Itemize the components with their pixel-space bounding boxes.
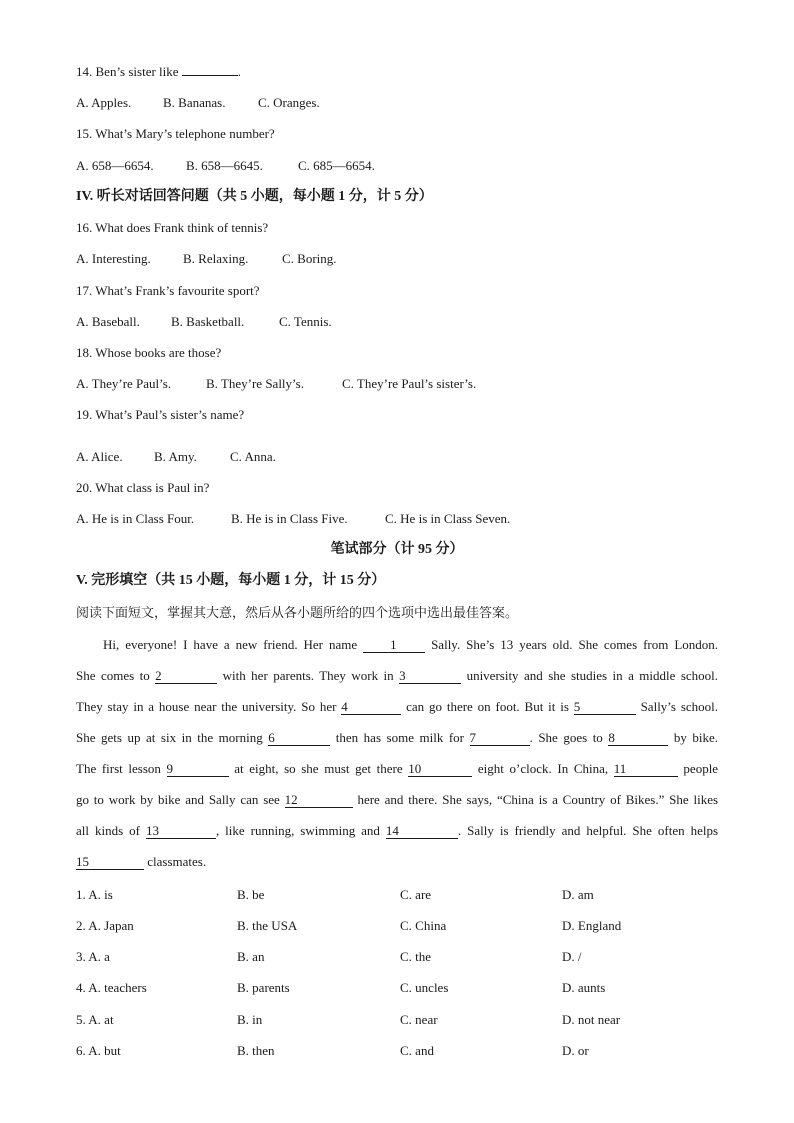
passage-line-2: She comes to 2 with her parents. They work in 3 university and she studies in a middle school.	[76, 668, 719, 683]
passage-line-6: go to work by bike and Sally can see 12 here and there. She says, “China is a Country of Bikes.” She likes	[76, 792, 719, 807]
choice-b: B. be	[237, 887, 265, 902]
answer-blank	[182, 75, 238, 76]
question-19-stem: 19. What’s Paul’s sister’s name?	[76, 407, 245, 422]
cloze-blank-12: 12	[285, 793, 353, 808]
option-a: A. They’re Paul’s.	[76, 376, 172, 391]
question-18-options	[76, 375, 476, 393]
cloze-blank-1: 1	[363, 638, 425, 653]
option-c: C. Oranges.	[258, 95, 320, 110]
option-a: A. 658—6654.	[76, 158, 154, 173]
option-b: B. He is in Class Five.	[231, 511, 348, 526]
choice-b: B. the USA	[237, 918, 298, 933]
cloze-blank-11: 11	[614, 762, 678, 777]
choice-d: D. aunts	[562, 980, 606, 995]
choice-d: D. /	[562, 949, 582, 964]
cloze-blank-9: 9	[167, 762, 229, 777]
option-a: A. Apples.	[76, 95, 132, 110]
question-15-stem: 15. What’s Mary’s telephone number?	[76, 126, 275, 141]
question-17-options	[76, 313, 332, 331]
cloze-blank-4: 4	[341, 700, 401, 715]
section-5-heading: V. 完形填空（共 15 小题，每小题 1 分，计 15 分）	[76, 573, 386, 588]
question-14-stem: 14. Ben’s sister like .	[76, 64, 242, 79]
choice-row-5	[76, 1011, 718, 1029]
option-c: C. They’re Paul’s sister’s.	[342, 376, 477, 391]
option-b: B. Amy.	[154, 449, 197, 464]
choice-c: C. are	[400, 887, 432, 902]
passage-line-4: She gets up at six in the morning 6 then has some milk for 7 . She goes to 8 by bike.	[76, 730, 719, 745]
choice-d: D. or	[562, 1043, 589, 1058]
written-part-title: 笔试部分（计 95 分）	[330, 542, 464, 557]
question-16-stem: 16. What does Frank think of tennis?	[76, 220, 269, 235]
option-a: A. Alice.	[76, 449, 123, 464]
option-b: B. Bananas.	[163, 95, 226, 110]
choice-c: C. uncles	[400, 980, 449, 995]
option-c: C. Boring.	[282, 251, 337, 266]
question-17-stem: 17. What’s Frank’s favourite sport?	[76, 283, 260, 298]
question-18-stem: 18. Whose books are those?	[76, 345, 222, 360]
question-14-options	[76, 94, 320, 112]
option-c: C. Tennis.	[279, 314, 332, 329]
cloze-blank-7: 7	[470, 731, 530, 746]
passage-line-1: Hi, everyone! I have a new friend. Her name 1 Sally. She’s 13 years old. She comes from London.	[103, 637, 719, 652]
choice-d: D. England	[562, 918, 622, 933]
option-c: C. 685—6654.	[298, 158, 375, 173]
section-5-instruction: 阅读下面短文，掌握其大意，然后从各小题所给的四个选项中选出最佳答案。	[76, 605, 519, 620]
cloze-blank-6: 6	[268, 731, 330, 746]
option-b: B. Relaxing.	[183, 251, 249, 266]
question-16-options	[76, 250, 337, 268]
choice-a: 5. A. at	[76, 1012, 114, 1027]
cloze-blank-15: 15	[76, 855, 144, 870]
choice-a: 2. A. Japan	[76, 918, 134, 933]
cloze-blank-3: 3	[399, 669, 461, 684]
choice-row-6	[76, 1042, 718, 1060]
choice-c: C. near	[400, 1012, 438, 1027]
choice-d: D. am	[562, 887, 594, 902]
option-b: B. Basketball.	[171, 314, 245, 329]
passage-line-3: They stay in a house near the university. So her 4 can go there on foot. But it is 5 Sally’s school.	[76, 699, 719, 714]
option-b: B. 658—6645.	[186, 158, 263, 173]
choice-c: C. the	[400, 949, 432, 964]
choice-b: B. then	[237, 1043, 275, 1058]
choice-a: 3. A. a	[76, 949, 110, 964]
choice-row-2	[76, 917, 718, 935]
cloze-blank-2: 2	[155, 669, 217, 684]
choice-c: C. China	[400, 918, 447, 933]
choice-b: B. in	[237, 1012, 263, 1027]
option-a: A. Baseball.	[76, 314, 140, 329]
cloze-blank-10: 10	[408, 762, 472, 777]
option-c: C. He is in Class Seven.	[385, 511, 511, 526]
choice-row-4	[76, 979, 718, 997]
question-15-options	[76, 157, 375, 175]
choice-a: 6. A. but	[76, 1043, 121, 1058]
choice-b: B. an	[237, 949, 265, 964]
cloze-blank-14: 14	[386, 824, 458, 839]
choice-a: 4. A. teachers	[76, 980, 147, 995]
option-c: C. Anna.	[230, 449, 276, 464]
cloze-blank-8: 8	[608, 731, 668, 746]
question-20-stem: 20. What class is Paul in?	[76, 480, 210, 495]
option-b: B. They’re Sally’s.	[206, 376, 304, 391]
option-a: A. He is in Class Four.	[76, 511, 195, 526]
cloze-blank-5: 5	[574, 700, 636, 715]
option-a: A. Interesting.	[76, 251, 151, 266]
choice-a: 1. A. is	[76, 887, 113, 902]
cloze-blank-13: 13	[146, 824, 216, 839]
choice-b: B. parents	[237, 980, 290, 995]
passage-line-8: 15 classmates.	[76, 854, 207, 869]
question-20-options	[76, 510, 510, 528]
section-4-heading: IV. 听长对话回答问题（共 5 小题，每小题 1 分，计 5 分）	[76, 189, 433, 204]
passage-line-5: The first lesson 9 at eight, so she must get there 10 eight o’clock. In China, 11 people	[76, 761, 719, 776]
passage-line-7: all kinds of 13 , like running, swimming and 14 . Sally is friendly and helpful. She often helps	[76, 823, 719, 838]
choice-row-3	[76, 948, 718, 966]
choice-row-1	[76, 886, 718, 904]
choice-d: D. not near	[562, 1012, 621, 1027]
choice-c: C. and	[400, 1043, 434, 1058]
question-19-options	[76, 448, 276, 466]
